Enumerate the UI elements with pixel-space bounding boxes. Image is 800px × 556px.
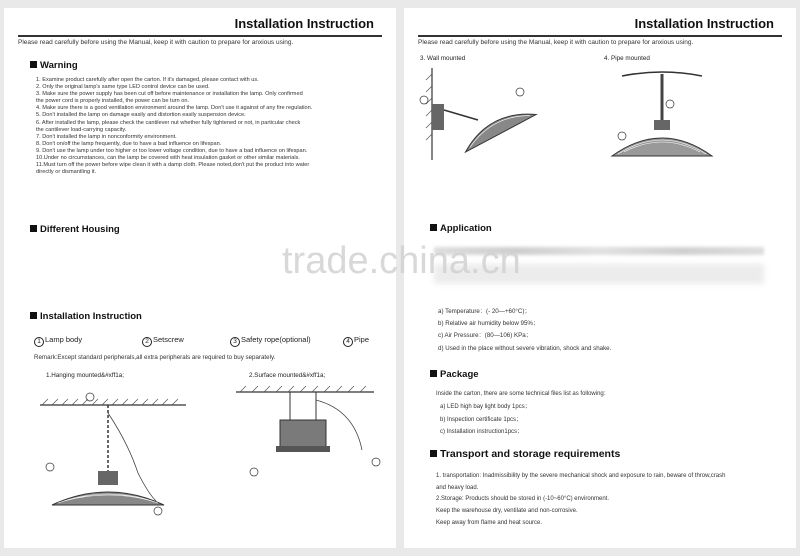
part-lamp-body: 1 Lamp body xyxy=(34,335,82,347)
environment-item: c) Air Pressure：(80—106) KPa； xyxy=(438,332,532,340)
warning-item: 10.Under no circumstances, can the lamp be covered with heat insulation gasket or other similar materials. xyxy=(36,155,300,162)
fig-wall-label: 3. Wall mounted xyxy=(420,55,466,62)
surface-mount-diagram xyxy=(234,380,384,480)
remark-text: Remark:Except standard peripherals,all extra peripherals are required to buy separately. xyxy=(34,354,276,361)
blurred-application-text xyxy=(434,247,764,255)
package-heading: Package xyxy=(430,369,479,380)
warning-item: 11.Must turn off the power before wipe clean it with a damp cloth. Please noted,don't put the product into water xyxy=(36,162,310,169)
watermark: trade.china.cn xyxy=(282,240,521,282)
environment-item: a) Temperature：(- 20—+60°C)； xyxy=(438,308,531,315)
transport-heading: Transport and storage requirements xyxy=(430,448,620,460)
fig-hanging-label: 1.Hanging mounted&#xff1a; xyxy=(46,372,124,379)
warning-item: 2. Only the original lamp's same type LED control device can be used. xyxy=(36,84,210,91)
transport-line: 2.Storage: Products should be stored in (-10~60°C) environment. xyxy=(436,496,609,503)
fig-surface-label: 2.Surface mounted&#xff1a; xyxy=(249,372,326,379)
application-heading: Application xyxy=(430,223,492,234)
square-bullet-icon xyxy=(430,450,437,457)
housing-heading: Different Housing xyxy=(30,224,120,235)
warning-item: directly or dismantling it. xyxy=(36,169,96,176)
square-bullet-icon xyxy=(430,224,437,231)
left-page xyxy=(4,8,396,548)
package-item: b) Inspection certificate 1pcs； xyxy=(440,416,523,423)
environment-list xyxy=(438,306,611,355)
intro-text: Please read carefully before using the Manual, keep it with caution to prepare for anxious using. xyxy=(18,39,294,46)
warning-list xyxy=(36,77,384,176)
warning-heading: Warning xyxy=(30,60,78,71)
part-safety-rope: 3 Safety rope(optional) xyxy=(230,335,311,347)
environment-item: b) Relative air humidity below 95%； xyxy=(438,320,540,328)
page-title: Installation Instruction xyxy=(634,16,774,31)
warning-item: 9. Don't use the lamp under too higher or too lower voltage condition, due to have a bad influence on lifespan. xyxy=(36,147,308,154)
title-rule xyxy=(18,35,382,37)
square-bullet-icon xyxy=(30,225,37,232)
right-page xyxy=(404,8,796,548)
warning-item: 3. Make sure the power supply has been cut off before maintenance or installation the lamp. Only confirmed xyxy=(36,91,303,98)
package-item: a) LED high bay light body 1pcs； xyxy=(440,404,531,410)
transport-line: and heavy load. xyxy=(436,484,479,491)
square-bullet-icon xyxy=(30,312,37,319)
environment-item: d) Used in the place without severe vibration, shock and shake. xyxy=(438,344,612,352)
package-list xyxy=(440,401,531,439)
warning-item: 7. Don't installed the lamp in nonconformity environment. xyxy=(36,133,177,140)
square-bullet-icon xyxy=(430,370,437,377)
package-item: c) Installation instruction1pcs； xyxy=(440,429,524,435)
part-pipe: 4 Pipe xyxy=(343,335,369,347)
transport-line: Keep away from flame and heat source. xyxy=(436,519,543,526)
transport-line: Keep the warehouse dry, ventilate and non-corrosive. xyxy=(436,508,578,515)
warning-item: 8. Don't on/off the lamp frequently, due to have a bad influence on lifespan. xyxy=(36,140,222,147)
hanging-mount-diagram xyxy=(38,383,188,543)
warning-item: the power cord is properly installed, the power can be turn on. xyxy=(36,98,189,105)
part-setscrew: 2 Setscrew xyxy=(142,335,184,347)
blurred-application-text xyxy=(434,264,764,284)
warning-item: 1. Examine product carefully after open the carton. If it's damaged, please contact with us. xyxy=(36,77,259,83)
title-rule xyxy=(418,35,782,37)
warning-item: the cantilever load-carrying capacity. xyxy=(36,126,127,133)
square-bullet-icon xyxy=(30,61,37,68)
installation-heading: Installation Instruction xyxy=(30,311,142,322)
wall-mount-diagram xyxy=(418,64,548,164)
package-intro: Inside the carton, there are some technical files list as following: xyxy=(436,391,606,397)
fig-pipe-label: 4. Pipe mounted xyxy=(604,55,650,62)
transport-text xyxy=(436,471,781,530)
transport-line: 1. transportation: Inadmissibility by the severe mechanical shock and exposure to rain, beware of throw,crash xyxy=(436,473,726,479)
intro-text: Please read carefully before using the Manual, keep it with caution to prepare for anxious using. xyxy=(418,39,694,46)
parts-legend xyxy=(34,335,384,347)
warning-item: 5. Don't installed the lamp on damage easily and distortion easily suspension device. xyxy=(36,112,246,119)
pipe-mount-diagram xyxy=(602,64,732,164)
warning-item: 4. Make sure there is a good ventilation environment around the lamp. Don't use it against of any fire regulation. xyxy=(36,105,313,112)
page-title: Installation Instruction xyxy=(234,16,374,31)
warning-item: 6. After installed the lamp, please check the cantilever nut whether fully tightened or not, in particular check xyxy=(36,119,301,126)
